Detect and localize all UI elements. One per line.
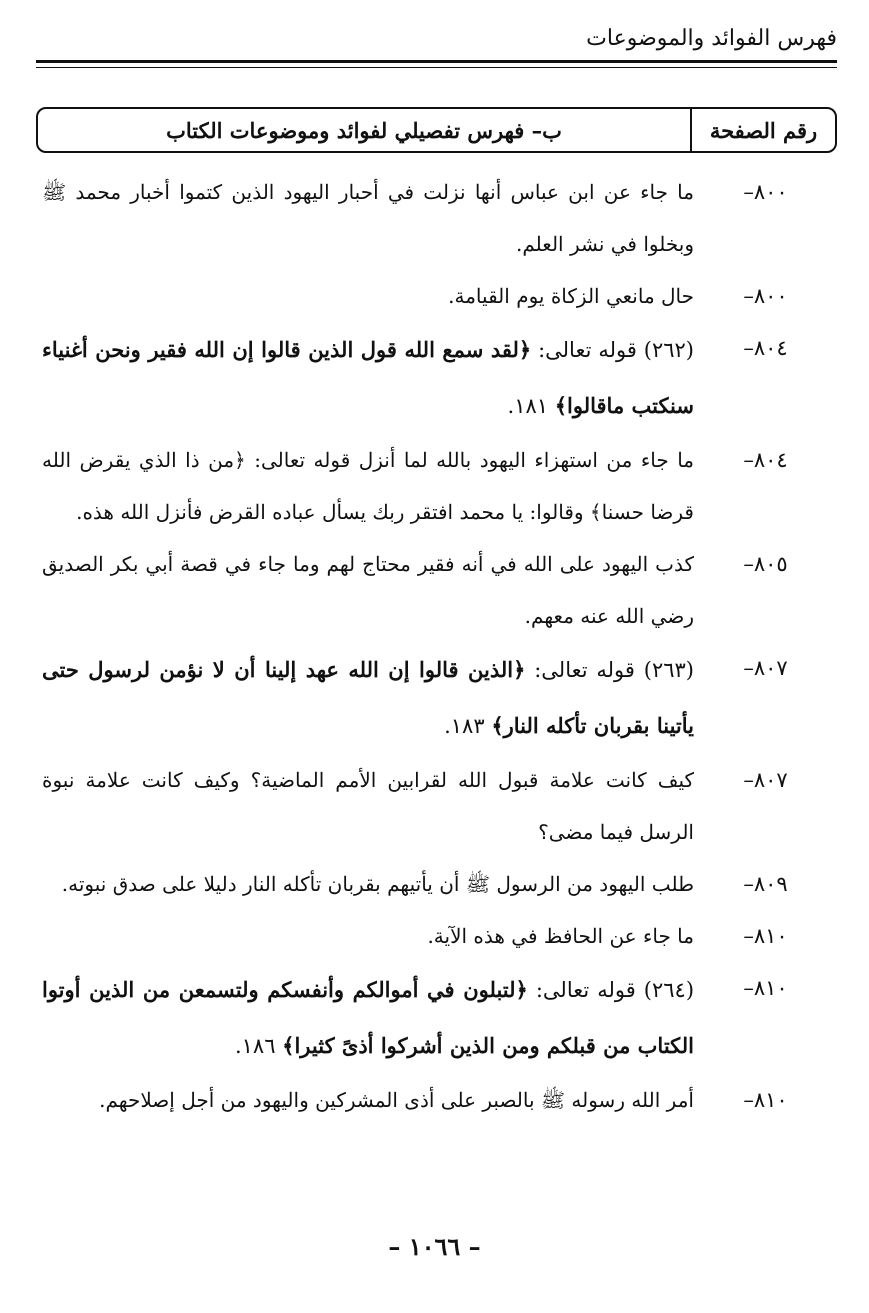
entry-page-number: ٨١٠– bbox=[743, 976, 788, 1000]
entry-page-number: ٨٠٧– bbox=[743, 768, 788, 792]
entry-text: كيف كانت علامة قبول الله لقرابين الأمم الماضية؟ وكيف كانت علامة نبوة الرسل فيما مضى؟ bbox=[42, 768, 694, 844]
entry-page-number: ٨٠٤– bbox=[743, 448, 788, 472]
index-entry bbox=[36, 858, 837, 910]
verse-ayah-number: ١٨٣. bbox=[444, 714, 492, 738]
index-entry-verse bbox=[36, 962, 837, 1074]
index-entry-verse bbox=[36, 642, 837, 754]
verse-number-prefix: (٢٦٤) قوله تعالى: bbox=[527, 978, 695, 1002]
quran-verse: ﴿الذين قالوا إن الله عهد إلينا أن لا نؤمن لرسول حتى يأتينا بقربان تأكله النار﴾ bbox=[42, 657, 694, 738]
index-entry bbox=[36, 1074, 837, 1126]
entry-page-number: ٨٠٧– bbox=[743, 656, 788, 680]
verse-number-prefix: (٢٦٢) قوله تعالى: bbox=[531, 338, 694, 362]
quran-verse: ﴿لتبلون في أموالكم وأنفسكم ولتسمعن من الذين أوتوا الكتاب من قبلكم ومن الذين أشركوا أذىً كثيرا﴾ bbox=[42, 977, 694, 1058]
index-entry bbox=[36, 434, 837, 538]
entry-page-number: ٨٠٩– bbox=[743, 872, 788, 896]
verse-ayah-number: ١٨١. bbox=[507, 394, 555, 418]
entry-text bbox=[36, 642, 694, 754]
entry-text: ما جاء عن ابن عباس أنها نزلت في أحبار اليهود الذين كتموا أخبار محمد ﷺ وبخلوا في نشر العلم. bbox=[42, 180, 694, 256]
entry-page-number: ٨٠٠– bbox=[743, 284, 788, 308]
page-column-heading: رقم الصفحة bbox=[690, 109, 835, 151]
quran-verse: ﴿لقد سمع الله قول الذين قالوا إن الله فقير ونحن أغنياء سنكتب ماقالوا﴾ bbox=[42, 337, 694, 418]
entry-page-number: ٨٠٥– bbox=[743, 552, 788, 576]
index-entries bbox=[36, 166, 837, 1126]
header-rule-thin bbox=[36, 67, 837, 68]
page-number: – ١٠٦٦ – bbox=[388, 1232, 481, 1261]
index-entry bbox=[36, 754, 837, 858]
index-entry-verse bbox=[36, 322, 837, 434]
running-header: فهرس الفوائد والموضوعات bbox=[586, 26, 837, 51]
header-rule bbox=[36, 60, 837, 63]
verse-number-prefix: (٢٦٣) قوله تعالى: bbox=[525, 658, 694, 682]
topic-column-heading: ب– فهرس تفصيلي لفوائد وموضوعات الكتاب bbox=[166, 117, 562, 143]
entry-text: ما جاء عن الحافظ في هذه الآية. bbox=[427, 924, 694, 948]
entry-page-number: ٨٠٤– bbox=[743, 336, 788, 360]
index-entry bbox=[36, 166, 837, 270]
verse-ayah-number: ١٨٦. bbox=[234, 1034, 283, 1058]
entry-text: كذب اليهود على الله في أنه فقير محتاج لهم وما جاء في قصة أبي بكر الصديق رضي الله عنه معهم. bbox=[42, 552, 694, 628]
index-entry bbox=[36, 910, 837, 962]
entry-text: أمر الله رسوله ﷺ بالصبر على أذى المشركين واليهود من أجل إصلاحهم. bbox=[99, 1088, 694, 1112]
entry-page-number: ٨١٠– bbox=[743, 924, 788, 948]
index-table-header bbox=[36, 107, 837, 153]
entry-text: طلب اليهود من الرسول ﷺ أن يأتيهم بقربان تأكله النار دليلا على صدق نبوته. bbox=[61, 872, 694, 896]
entry-text bbox=[36, 322, 694, 434]
entry-text: حال مانعي الزكاة يوم القيامة. bbox=[448, 284, 694, 308]
entry-text bbox=[36, 962, 694, 1074]
index-entry bbox=[36, 538, 837, 642]
index-entry bbox=[36, 270, 837, 322]
entry-page-number: ٨٠٠– bbox=[743, 180, 788, 204]
entry-text: ما جاء من استهزاء اليهود بالله لما أنزل قوله تعالى: ﴿من ذا الذي يقرض الله قرضا حسنا﴾ وقالوا: يا محمد افتقر ربك يسأل عباده القرض فأنزل الله هذه. bbox=[42, 448, 694, 524]
entry-page-number: ٨١٠– bbox=[743, 1088, 788, 1112]
